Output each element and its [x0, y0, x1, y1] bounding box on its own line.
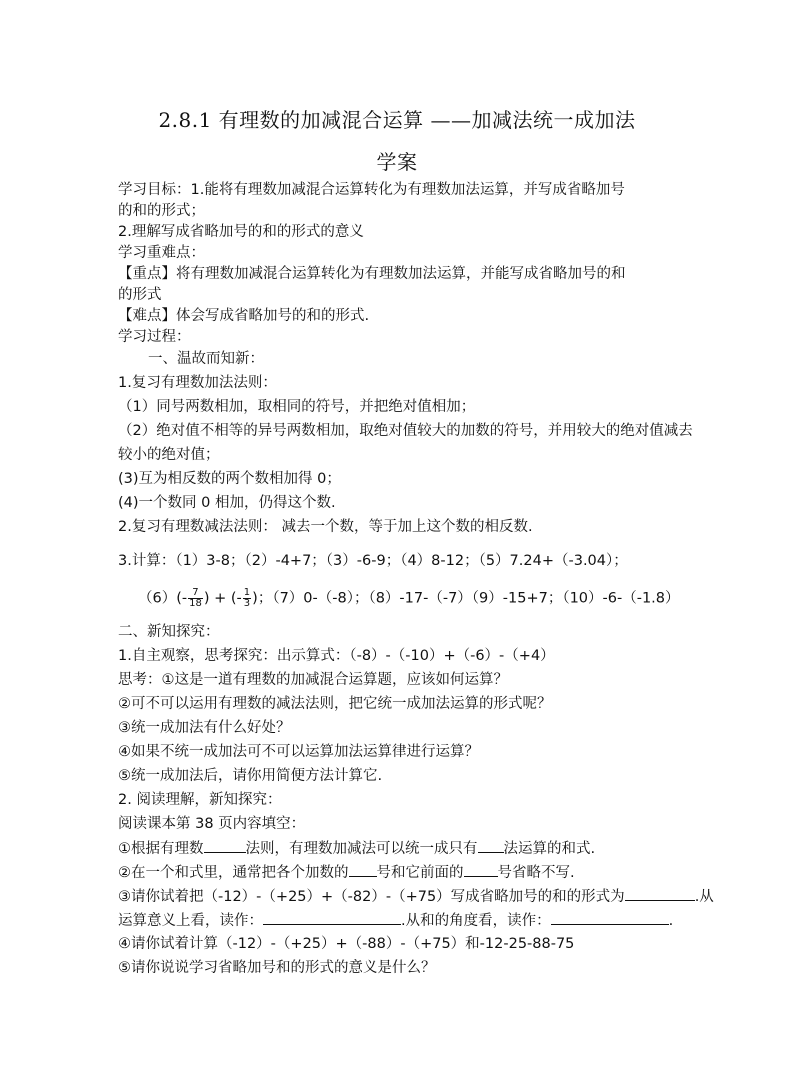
calc-line-2-part-c: )；（7）0-（-8）；（8）-17-（-7）（9）-15+7；（10）-6-（-1.8）: [252, 590, 680, 607]
key-focus-line-2: 的形式: [118, 287, 162, 303]
explore-heading: 二、新知探究：: [118, 624, 220, 640]
fill-text: 法则，有理数加减法可以统一成只有: [245, 841, 478, 857]
fill-blank[interactable]: [263, 910, 401, 925]
fraction-numerator: 7: [188, 588, 203, 599]
question-3: ③统一成加法有什么好处？: [118, 720, 291, 736]
fill-item-2: [118, 862, 575, 883]
explore-item-1: 1.自主观察，思考探究：出示算式：（-8）-（-10）+（-6）-（+4）: [118, 648, 555, 664]
fraction-7-18: [188, 588, 203, 609]
review-item-1: 1.复习有理数加法法则：: [118, 375, 277, 391]
calc-line-2-part-b: ) + (-: [203, 590, 242, 607]
fraction-denominator: 3: [243, 598, 251, 609]
fraction-1-3: [243, 588, 251, 609]
document-title: 2.8.1 有理数的加减混合运算 ——加减法统一成加法: [158, 108, 636, 132]
review-item-6: 2.复习有理数减法法则： 减去一个数，等于加上这个数的相反数.: [118, 519, 533, 535]
fill-text: ①根据有理数: [118, 841, 204, 857]
explore-item-2: 2. 阅读理解，新知探究：: [118, 792, 282, 808]
fill-item-5: ④请你试着计算（-12）-（+25）+（-88）-（+75）和-12-25-88-75: [118, 936, 575, 952]
review-item-5: (4)一个数同 0 相加，仍得这个数.: [118, 495, 336, 511]
fraction-denominator: 18: [189, 598, 202, 609]
fill-blank[interactable]: [204, 838, 246, 853]
key-focus-line-1: 【重点】将有理数加减混合运算转化为有理数加法运算，并能写成省略加号的和: [118, 266, 626, 282]
review-item-2: （1）同号两数相加，取相同的符号，并把绝对值相加；: [118, 399, 476, 415]
fill-blank[interactable]: [625, 886, 695, 901]
fill-text: .: [668, 913, 674, 929]
explore-item-3: 阅读课本第 38 页内容填空：: [118, 816, 306, 832]
fill-item-3: [118, 886, 714, 907]
goals-line-1: 学习目标：1.能将有理数加减混合运算转化为有理数加法运算，并写成省略加号: [118, 182, 625, 198]
process-heading: 学习过程：: [118, 329, 191, 345]
review-heading: 一、温故而知新：: [148, 351, 264, 367]
fill-blank[interactable]: [478, 838, 504, 853]
fill-text: 法运算的和式.: [503, 841, 596, 857]
fill-blank[interactable]: [349, 862, 377, 877]
key-heading: 学习重难点：: [118, 245, 205, 261]
goals-line-3: 2.理解写成省略加号的和的形式的意义: [118, 224, 364, 240]
fill-text: 运算意义上看，读作：: [118, 913, 263, 929]
goals-line-2: 的和的形式；: [118, 203, 205, 219]
fill-text: .从: [694, 889, 714, 905]
review-item-4: (3)互为相反数的两个数相加得 0；: [118, 471, 341, 487]
fill-text: ②在一个和式里，通常把各个加数的: [118, 865, 349, 881]
question-5: ⑤统一成加法后，请你用简便方法计算它.: [118, 768, 383, 784]
document-subtitle: 学案: [376, 150, 418, 174]
question-4: ④如果不统一成加法可不可以运算加法运算律进行运算？: [118, 744, 479, 760]
fill-text: 号省略不写.: [497, 865, 575, 881]
calc-line-1: 3.计算：（1）3-8；（2）-4+7；（3）-6-9；（4）8-12；（5）7.24+（-3.04）；: [118, 553, 628, 569]
key-difficulty: 【难点】体会写成省略加号的和的形式.: [118, 308, 370, 324]
fill-item-4: [118, 910, 673, 931]
review-item-3a: （2）绝对值不相等的异号两数相加，取绝对值较大的加数的符号，并用较大的绝对值减去: [118, 423, 693, 439]
question-2: ②可不可以运用有理数的减法法则，把它统一成加法运算的形式呢？: [118, 696, 552, 712]
fill-item-1: [118, 838, 595, 859]
fill-text: 号和它前面的: [376, 865, 464, 881]
fill-blank[interactable]: [464, 862, 498, 877]
fraction-numerator: 1: [243, 587, 251, 598]
review-item-3b: 较小的绝对值；: [118, 447, 220, 463]
calc-line-2: [138, 588, 680, 609]
fill-blank[interactable]: [551, 910, 669, 925]
fill-text: ③请你试着把（-12）-（+25）+（-82）-（+75）写成省略加号的和的形式为: [118, 889, 625, 905]
calc-line-2-part-a: （6）(-: [138, 590, 188, 607]
fill-item-6: ⑤请你说说学习省略加号和的形式的意义是什么？: [118, 960, 436, 976]
fill-text: .从和的角度看，读作：: [401, 913, 551, 929]
question-1: 思考：①这是一道有理数的加减混合运算题，应该如何运算？: [118, 672, 508, 688]
